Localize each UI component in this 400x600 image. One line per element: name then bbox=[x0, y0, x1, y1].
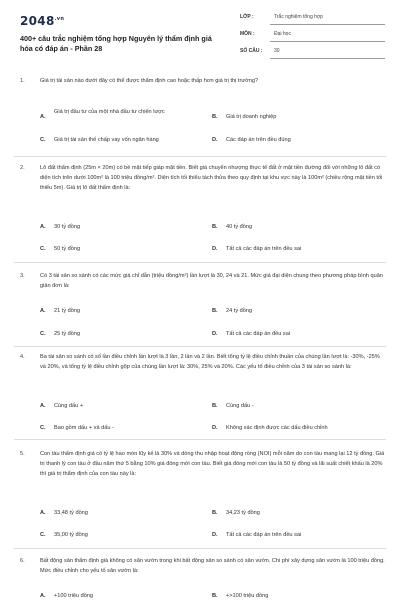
document-title: 400+ câu trắc nghiệm tổng hợp Nguyên lý thẩm định giá hóa có đáp án - Phần 28 bbox=[20, 34, 212, 53]
option-text: Tất cả các đáp án đều sai bbox=[226, 331, 291, 337]
option-letter: C. bbox=[40, 246, 46, 252]
option-text: Giá trị doanh nghiệp bbox=[226, 114, 277, 120]
meta-underline bbox=[270, 24, 385, 25]
meta-label: SỐ CÂU : bbox=[240, 48, 263, 54]
meta-underline bbox=[270, 41, 385, 42]
question-text: Con tàu thẩm định giá có tỷ lệ hao mòn lũy kế là 30% và dòng thu nhập hoạt động ròng (NOI) mỗi năm do con tàu mang lại 12 tỷ đồng. Giá trị thanh lý con tàu ở đầu năm thứ 5 bằng 10% giá đóng mới con tàu. Biết giá đóng mới con tàu là 50 tỷ đồng và lãi suất chiết khấu là 20% thì giá trị thẩm định của con tàu này là: bbox=[40, 451, 385, 477]
question-text: Có 3 tài sản so sánh có các mức giá chỉ dẫn (triệu đồng/m²) lần lượt là 30, 24 và 21. Mức giá đại diện chung theo phương pháp bình quân giản đơn là: bbox=[40, 273, 383, 289]
logo-suffix: .vn bbox=[54, 16, 65, 22]
option-letter: B. bbox=[212, 224, 218, 230]
option-letter: C. bbox=[40, 331, 46, 337]
question-divider bbox=[14, 262, 386, 263]
option-text: 33,48 tỷ đồng bbox=[54, 510, 88, 516]
option-letter: C. bbox=[40, 532, 46, 538]
option-text: 21 tỷ đồng bbox=[54, 308, 81, 314]
option-text: Không xác định được các dấu điều chỉnh bbox=[226, 425, 328, 431]
option-text: Cùng dấu + bbox=[54, 403, 84, 409]
option-letter: A. bbox=[40, 510, 46, 516]
option-text: 25 tỷ đồng bbox=[54, 331, 81, 337]
option-text: Giá trị tài sản thế chấp vay vốn ngân hàng bbox=[54, 137, 159, 143]
option-letter: B. bbox=[212, 593, 218, 599]
option-text: Tất cả các đáp án trên đều sai bbox=[226, 246, 302, 252]
question-number: 6. bbox=[20, 558, 25, 564]
option-letter: A. bbox=[40, 403, 46, 409]
question-number: 4. bbox=[20, 354, 25, 360]
option-letter: D. bbox=[212, 425, 218, 431]
option-letter: C. bbox=[40, 425, 46, 431]
question-text: Ba tài sản so sánh có số lần điều chỉnh lần lượt là 3 lần, 2 lần và 2 lần. Biết tổng tỷ lệ điều chỉnh thuần của chúng lần lượt là: -30%, -25% và 20%, và tổng tỷ lệ điều chỉnh gộp của chúng lần lượt là: 30%, 25% và 20%. Các yếu tố điều chỉnh của 3 tài sản so sánh là: bbox=[40, 354, 380, 370]
site-logo[interactable] bbox=[20, 14, 64, 28]
option-letter: D. bbox=[212, 246, 218, 252]
question-text: Giá trị tài sản nào dưới đây có thể được thẩm định cao hoặc thấp hơn giá trị thị trường? bbox=[40, 78, 259, 84]
question-divider bbox=[14, 439, 386, 440]
option-letter: D. bbox=[212, 137, 218, 143]
option-text: 34,23 tỷ đồng bbox=[226, 510, 260, 516]
document-meta bbox=[240, 10, 385, 61]
option-text: Giá trị đầu tư của một nhà đầu tư chiến lược bbox=[54, 109, 165, 115]
question-text: Lô đất thẩm định (25m × 20m) có bề mặt tiếp giáp mặt tiền. Biết giá chuyển nhượng thực tế đất ở mặt tiền đường đối với những lô đất có diện tích trên dưới 100m² là 100 triệu đồng/m². Diện tích tối thiểu tách thửa theo quy định tại khu vực này là 100m² (chiều rộng mặt tiền tối thiểu 5m). Giá trị lô đất thẩm định là: bbox=[40, 165, 383, 191]
option-letter: D. bbox=[212, 331, 218, 337]
logo-text: 2048 bbox=[20, 14, 55, 28]
question-number: 5. bbox=[20, 451, 25, 457]
question-divider bbox=[14, 548, 386, 549]
option-letter: B. bbox=[212, 114, 218, 120]
option-text: +100 triệu đồng bbox=[54, 593, 94, 599]
option-letter: A. bbox=[40, 224, 46, 230]
option-letter: B. bbox=[212, 510, 218, 516]
option-text: 30 tỷ đồng bbox=[54, 224, 81, 230]
option-text: Các đáp án trên đều đúng bbox=[226, 137, 291, 143]
option-text: 24 tỷ đồng bbox=[226, 308, 253, 314]
question-number: 2. bbox=[20, 165, 25, 171]
option-text: +>100 triệu đồng bbox=[226, 593, 269, 599]
option-letter: D. bbox=[212, 532, 218, 538]
option-text: Cùng dấu - bbox=[226, 403, 254, 409]
option-text: 50 tỷ đồng bbox=[54, 246, 81, 252]
meta-label: LỚP : bbox=[240, 14, 254, 20]
option-text: 40 tỷ đồng bbox=[226, 224, 253, 230]
question-divider bbox=[14, 346, 386, 347]
question-number: 3. bbox=[20, 273, 25, 279]
option-letter: A. bbox=[40, 114, 46, 120]
document-header bbox=[0, 0, 400, 62]
meta-value: 30 bbox=[274, 48, 280, 54]
option-letter: A. bbox=[40, 308, 46, 314]
option-letter: B. bbox=[212, 308, 218, 314]
meta-row-class bbox=[240, 10, 385, 27]
meta-label: MÔN : bbox=[240, 31, 255, 37]
option-text: 35,00 tỷ đồng bbox=[54, 532, 88, 538]
meta-underline bbox=[270, 58, 385, 59]
meta-row-count bbox=[240, 44, 385, 61]
question-text: Bất động sản thẩm định giá không có sân vườn trong khi bất động sản so sánh có sân vườn. Chi phí xây dựng sân vườn là 100 triệu đồng. Mức điều chỉnh cho yếu tố sân vườn là: bbox=[40, 558, 385, 574]
meta-value: Trắc nghiệm tổng hợp bbox=[274, 14, 323, 20]
question-number: 1. bbox=[20, 78, 25, 84]
option-letter: A. bbox=[40, 593, 46, 599]
meta-row-subject bbox=[240, 27, 385, 44]
option-letter: C. bbox=[40, 137, 46, 143]
option-text: Bao gồm dấu + và dấu - bbox=[54, 425, 114, 431]
option-text: Tất cả các đáp án trên đều sai bbox=[226, 532, 302, 538]
option-letter: B. bbox=[212, 403, 218, 409]
meta-value: Đại học bbox=[274, 31, 291, 37]
question-divider bbox=[14, 156, 386, 157]
